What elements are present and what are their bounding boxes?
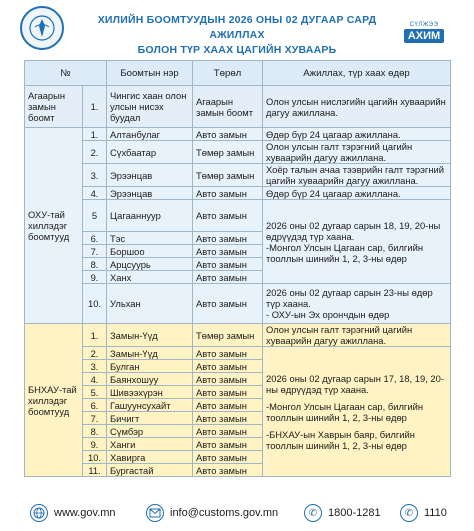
header-type: Төрөл xyxy=(193,61,263,86)
table-row xyxy=(25,164,451,187)
row-number: 8. xyxy=(83,425,107,438)
row-number: 9. xyxy=(83,438,107,451)
closure-dates: 2026 оны 02 дугаар сарын 23-ны өдөр түр хаана. xyxy=(266,287,433,309)
table-row xyxy=(25,324,451,347)
port-type: Авто замын xyxy=(193,425,263,438)
russia-holiday-schedule xyxy=(263,284,451,324)
port-type: Төмөр замын xyxy=(193,141,263,164)
row-number: 8. xyxy=(83,258,107,271)
port-name: Цагааннуур xyxy=(107,200,193,232)
customs-emblem-logo xyxy=(20,6,64,50)
header-schedule: Ажиллах, түр хаах өдөр xyxy=(263,61,451,86)
port-type: Авто замын xyxy=(193,412,263,425)
port-type: Авто замын xyxy=(193,386,263,399)
port-schedule: Олон улсын галт тэрэгний цагийн хуваарийн дагуу ажиллана. xyxy=(263,141,451,164)
port-type: Авто замын xyxy=(193,347,263,360)
emblem-icon xyxy=(28,14,56,42)
port-name: Эрээнцав xyxy=(107,164,193,187)
title-line-1: ХИЛИЙН БООМТУУДЫН 2026 ОНЫ 02 ДУГААР САРД АЖИЛЛАХ xyxy=(97,14,377,41)
port-name: Шивээхүрэн xyxy=(107,386,193,399)
table-row xyxy=(25,86,451,128)
footer-phone[interactable] xyxy=(304,504,381,522)
phone-text: 1800-1281 xyxy=(328,507,381,519)
row-number: 11. xyxy=(83,464,107,477)
port-type: Авто замын xyxy=(193,200,263,232)
row-number: 10. xyxy=(83,284,107,324)
row-number: 1. xyxy=(83,86,107,128)
header-port-name: Боомтын нэр xyxy=(107,61,193,86)
closure-reason-china: -БНХАУ-ын Хаврын баяр, билгийн тооллын шинийн 1, 2, 3-ны өдөр xyxy=(266,428,415,451)
port-name: Хавирга xyxy=(107,451,193,464)
port-type: Агаарын замын боомт xyxy=(193,86,263,128)
row-number: 4. xyxy=(83,187,107,200)
port-type: Төмөр замын xyxy=(193,324,263,347)
phone-icon: ✆ xyxy=(304,504,322,522)
page-footer xyxy=(0,497,474,531)
port-type: Авто замын xyxy=(193,232,263,245)
header-number: № xyxy=(25,61,107,86)
port-type: Авто замын xyxy=(193,464,263,477)
footer-email[interactable] xyxy=(146,504,278,522)
closure-reason-mongolia: -Монгол Улсын Цагаан сар, билгийн тооллын шинийн 1, 2, 3-ны өдөр xyxy=(266,400,423,423)
globe-icon xyxy=(30,504,48,522)
china-closure-schedule xyxy=(263,347,451,477)
russia-section xyxy=(25,128,451,324)
air-group-label: Агаарын замын боомт xyxy=(25,86,83,128)
port-type: Авто замын xyxy=(193,187,263,200)
row-number: 3. xyxy=(83,360,107,373)
china-group-label: БНХАУ-тай хиллэдэг боомтууд xyxy=(25,324,83,477)
row-number: 7. xyxy=(83,245,107,258)
port-schedule: Өдөр бүр 24 цагаар ажиллана. xyxy=(263,187,451,200)
footer-website[interactable] xyxy=(30,504,116,522)
row-number: 4. xyxy=(83,373,107,386)
table-row xyxy=(25,187,451,200)
table-header-row xyxy=(25,61,451,86)
row-number: 7. xyxy=(83,412,107,425)
website-text: www.gov.mn xyxy=(54,507,116,519)
hotline-phone-icon: ✆ xyxy=(400,504,418,522)
port-name: Сүхбаатар xyxy=(107,141,193,164)
port-type: Авто замын xyxy=(193,245,263,258)
port-name: Сүмбэр xyxy=(107,425,193,438)
port-name: Эрээнцав xyxy=(107,187,193,200)
row-number: 1. xyxy=(83,324,107,347)
port-type: Авто замын xyxy=(193,451,263,464)
closure-dates: 2026 оны 02 дугаар сарын 18, 19, 20-ны өдрүүдэд түр хаана. xyxy=(266,219,441,242)
row-number: 10. xyxy=(83,451,107,464)
port-name: Баянхошуу xyxy=(107,373,193,386)
port-name: Боршоо xyxy=(107,245,193,258)
port-name: Гашуунсухайт xyxy=(107,399,193,412)
row-number: 2. xyxy=(83,347,107,360)
port-name: Ханги xyxy=(107,438,193,451)
row-number: 5. xyxy=(83,386,107,399)
row-number: 9. xyxy=(83,271,107,284)
port-name: Бургастай xyxy=(107,464,193,477)
title-line-2: БОЛОН ТҮР ХААХ ЦАГИЙН ХУВААРЬ xyxy=(137,44,337,56)
table-row xyxy=(25,128,451,141)
port-type: Төмөр замын xyxy=(193,164,263,187)
port-name: Булган xyxy=(107,360,193,373)
port-type: Авто замын xyxy=(193,284,263,324)
port-name: Замын-Үүд xyxy=(107,324,193,347)
port-schedule: Өдөр бүр 24 цагаар ажиллана. xyxy=(263,128,451,141)
russia-closure-schedule xyxy=(263,200,451,284)
table-row xyxy=(25,200,451,232)
closure-dates: 2026 оны 02 дугаар сарын 17, 18, 19, 20-ны өдрүүдэд түр хаана. xyxy=(266,372,444,395)
port-name: Замын-Үүд xyxy=(107,347,193,360)
table-row xyxy=(25,284,451,324)
port-name: Алтанбулаг xyxy=(107,128,193,141)
brand-logo-main-text: АХИМ xyxy=(404,29,444,43)
closure-reason: -Монгол Улсын Цагаан сар, билгийн тооллын шинийн 1, 2, 3-ны өдөр xyxy=(266,241,423,264)
row-number: 6. xyxy=(83,399,107,412)
port-type: Авто замын xyxy=(193,373,263,386)
hotline-text: 1110 xyxy=(424,507,447,519)
port-type: Авто замын xyxy=(193,128,263,141)
mail-icon xyxy=(146,504,164,522)
port-type: Авто замын xyxy=(193,258,263,271)
port-name: Арцсуурь xyxy=(107,258,193,271)
row-number: 3. xyxy=(83,164,107,187)
row-number: 2. xyxy=(83,141,107,164)
row-number: 1. xyxy=(83,128,107,141)
port-schedule: Хоёр талын ачаа тээврийн галт тэрэгний цагийн хуваарийн дагуу ажиллана. xyxy=(263,164,451,187)
port-schedule: Олон улсын нислэгийн цагийн хуваарийн дагуу ажиллана. xyxy=(263,86,451,128)
port-schedule: Олон улсын галт тэрэгний цагийн хуваарийн дагуу ажиллана. xyxy=(263,324,451,347)
port-name: Тэс xyxy=(107,232,193,245)
port-type: Авто замын xyxy=(193,399,263,412)
closure-reason: - ОХУ-ын Эх орончдын өдөр xyxy=(266,309,390,320)
port-type: Авто замын xyxy=(193,271,263,284)
port-name: Ханх xyxy=(107,271,193,284)
port-name: Чингис хаан олон улсын нисэх буудал xyxy=(107,86,193,128)
email-text: info@customs.gov.mn xyxy=(170,507,279,519)
china-section xyxy=(25,324,451,477)
page-title xyxy=(92,13,382,58)
port-name: Бичигт xyxy=(107,412,193,425)
table-row xyxy=(25,141,451,164)
row-number: 5 xyxy=(83,200,107,232)
port-name: Ульхан xyxy=(107,284,193,324)
table-row xyxy=(25,347,451,360)
air-section xyxy=(25,86,451,128)
schedule-table xyxy=(24,60,451,477)
port-type: Авто замын xyxy=(193,360,263,373)
footer-hotline[interactable] xyxy=(400,504,447,522)
port-type: Авто замын xyxy=(193,438,263,451)
row-number: 6. xyxy=(83,232,107,245)
brand-logo-right xyxy=(396,14,452,50)
russia-group-label: ОХУ-тай хиллэдэг боомтууд xyxy=(25,128,83,324)
brand-logo-top-text: СҮЛЖЭЭ xyxy=(409,21,439,28)
page-header xyxy=(0,0,474,58)
